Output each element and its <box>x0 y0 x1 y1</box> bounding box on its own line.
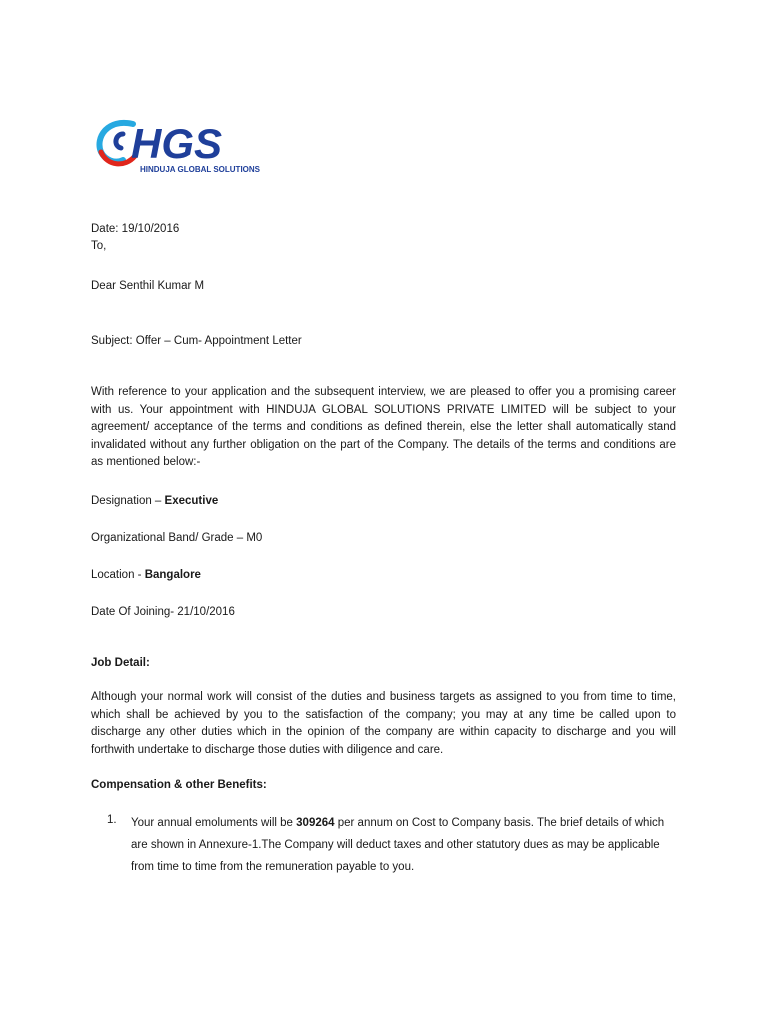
salutation: Dear Senthil Kumar M <box>91 280 205 292</box>
location-value: Bangalore <box>144 569 201 581</box>
designation-line <box>91 493 218 509</box>
job-detail-line: which shall be achieved by you to the satisfaction of the company; you may at any time be called upon to <box>91 708 676 721</box>
list-item-line <box>131 812 671 834</box>
list-item-line: are shown in Annexure-1.The Company will deduct taxes and other statutory dues as may be applicable <box>131 839 660 851</box>
hgs-logo <box>93 110 268 190</box>
intro-line: with us. Your appointment with HINDUJA GLOBAL SOLUTIONS PRIVATE LIMITED will be subject to your <box>91 403 676 416</box>
emoluments-pre: Your annual emoluments will be <box>131 817 297 829</box>
intro-paragraph <box>91 384 676 472</box>
job-detail-line: forthwith undertake to discharge those duties with diligence and care. <box>91 743 444 756</box>
designation-value: Executive <box>164 495 219 507</box>
job-detail-paragraph <box>91 689 676 759</box>
list-item <box>131 812 671 878</box>
intro-line: as mentioned below:- <box>91 456 201 469</box>
intro-line: invalidated without any further obligation on the part of the Company. The details of the terms and conditions are <box>91 438 676 451</box>
logo-mark-text: HGS <box>131 120 223 167</box>
logo-company-line: HINDUJA GLOBAL SOLUTIONS <box>140 165 261 174</box>
subject-line: Subject: Offer – Cum- Appointment Letter <box>91 335 302 347</box>
date-line: Date: 19/10/2016 <box>91 223 180 235</box>
location-label: Location - <box>91 569 145 581</box>
job-detail-line: discharge any other duties which in the opinion of the company are within capacity to discharge and you will <box>91 726 676 739</box>
list-item-number: 1. <box>107 814 117 826</box>
designation-label: Designation – <box>91 495 165 507</box>
intro-line: With reference to your application and the subsequent interview, we are pleased to offer you a promising career <box>91 386 676 398</box>
compensation-heading: Compensation & other Benefits: <box>91 779 267 791</box>
emoluments-amount: 309264 <box>296 817 335 829</box>
list-item-line: from time to time from the remuneration payable to you. <box>131 861 415 873</box>
location-line <box>91 567 201 583</box>
band-line: Organizational Band/ Grade – M0 <box>91 532 263 544</box>
intro-line: agreement/ acceptance of the terms and conditions as defined therein, else the letter shall automatically stand <box>91 421 676 434</box>
joining-date-line: Date Of Joining- 21/10/2016 <box>91 606 235 618</box>
hgs-logo-graphic <box>93 110 268 190</box>
to-line: To, <box>91 240 107 252</box>
emoluments-post: per annum on Cost to Company basis. The brief details of which <box>334 817 665 829</box>
job-detail-heading: Job Detail: <box>91 657 150 669</box>
job-detail-line: Although your normal work will consist of the duties and business targets as assigned to you from time to time, <box>91 691 676 703</box>
